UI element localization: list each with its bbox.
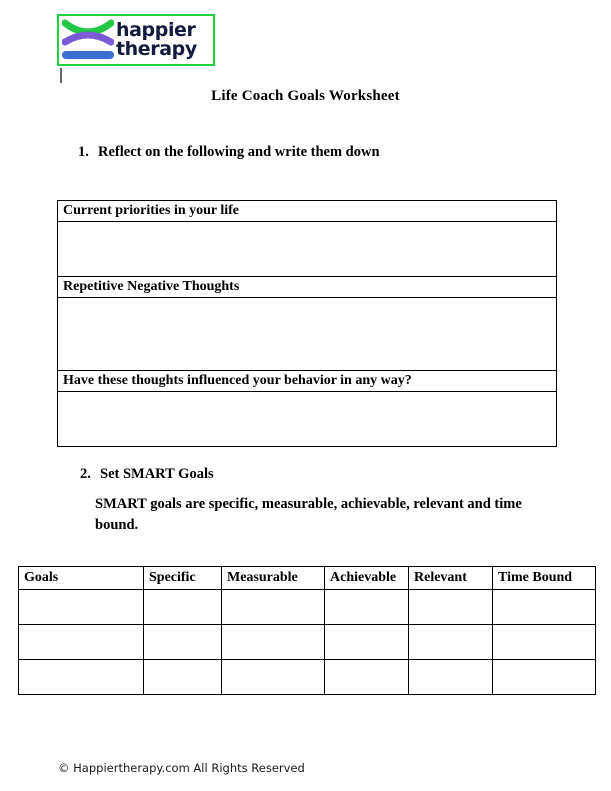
cell-measurable[interactable]	[222, 625, 325, 660]
reflection-answer-3[interactable]	[58, 392, 557, 447]
cell-goals[interactable]	[19, 625, 144, 660]
smart-goals-description: SMART goals are specific, measurable, achievable, relevant and time bound.	[95, 496, 522, 533]
table-row	[58, 371, 557, 392]
table-row	[19, 590, 596, 625]
reflection-table	[57, 200, 557, 447]
page-title: Life Coach Goals Worksheet	[211, 88, 400, 104]
cell-specific[interactable]	[144, 660, 222, 695]
reflection-answer-2[interactable]	[58, 298, 557, 371]
table-row	[58, 277, 557, 298]
table-row	[19, 625, 596, 660]
cell-time-bound[interactable]	[493, 660, 596, 695]
brand-logo	[57, 14, 215, 66]
cell-achievable[interactable]	[325, 625, 409, 660]
logo-wordmark	[116, 18, 197, 60]
reflection-prompt-3: Have these thoughts influenced your behavior in any way?	[58, 371, 557, 392]
reflection-prompt-1: Current priorities in your life	[58, 201, 557, 222]
step-1-number: 1.	[78, 144, 89, 160]
cell-time-bound[interactable]	[493, 625, 596, 660]
step-2-label: Set SMART Goals	[100, 466, 214, 482]
step-2-number: 2.	[80, 466, 91, 482]
reflection-prompt-2: Repetitive Negative Thoughts	[58, 277, 557, 298]
step-1-label: Reflect on the following and write them down	[98, 144, 380, 160]
cell-measurable[interactable]	[222, 590, 325, 625]
reflection-answer-1[interactable]	[58, 222, 557, 277]
cell-relevant[interactable]	[409, 590, 493, 625]
table-row	[19, 660, 596, 695]
table-row	[58, 222, 557, 277]
cell-measurable[interactable]	[222, 660, 325, 695]
table-row	[58, 392, 557, 447]
table-row	[58, 201, 557, 222]
logo-word-happier: happier	[116, 18, 196, 41]
logo-word-therapy: therapy	[116, 37, 197, 60]
copyright-footer: © Happiertherapy.com All Rights Reserved	[58, 761, 305, 775]
logo-stripes-icon	[62, 17, 114, 63]
cell-achievable[interactable]	[325, 660, 409, 695]
cell-goals[interactable]	[19, 660, 144, 695]
cell-relevant[interactable]	[409, 625, 493, 660]
smart-goals-table	[18, 566, 596, 695]
step-2-heading	[80, 466, 214, 483]
cell-achievable[interactable]	[325, 590, 409, 625]
column-header-measurable: Measurable	[222, 567, 325, 590]
cell-goals[interactable]	[19, 590, 144, 625]
table-row	[58, 298, 557, 371]
cell-time-bound[interactable]	[493, 590, 596, 625]
step-1-heading	[78, 144, 380, 161]
cell-specific[interactable]	[144, 625, 222, 660]
cell-relevant[interactable]	[409, 660, 493, 695]
column-header-goals: Goals	[19, 567, 144, 590]
column-header-specific: Specific	[144, 567, 222, 590]
column-header-achievable: Achievable	[325, 567, 409, 590]
table-header-row	[19, 567, 596, 590]
cell-specific[interactable]	[144, 590, 222, 625]
column-header-relevant: Relevant	[409, 567, 493, 590]
column-header-time-bound: Time Bound	[493, 567, 596, 590]
text-cursor	[60, 68, 62, 83]
